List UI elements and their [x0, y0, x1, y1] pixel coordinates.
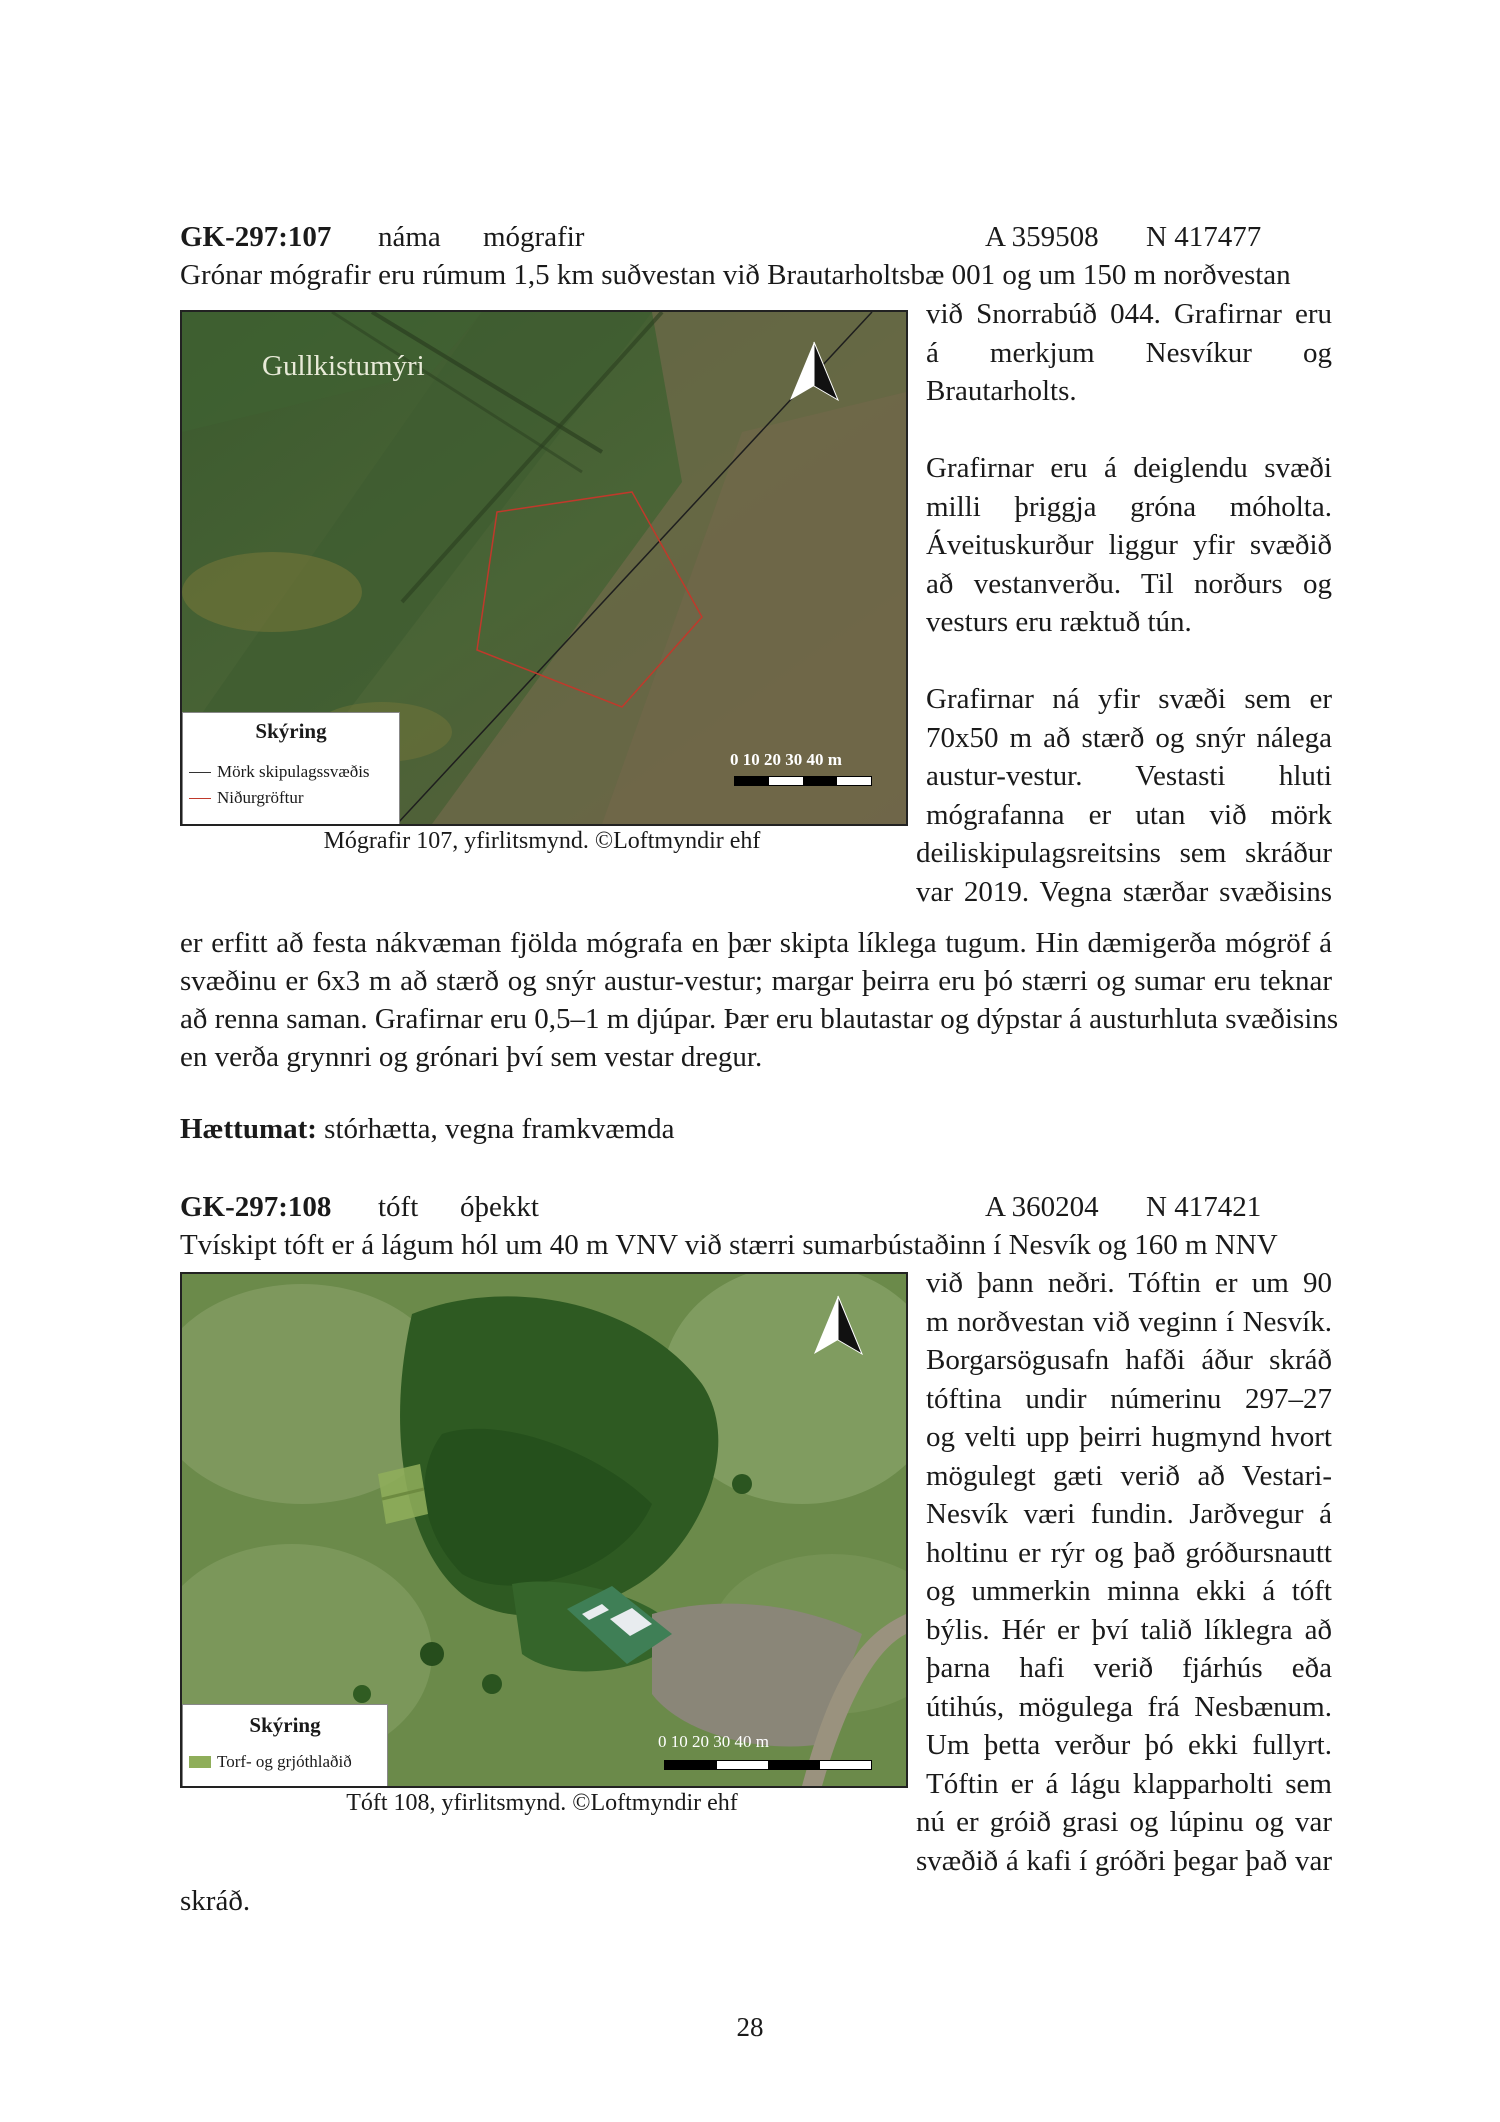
- coordinate-a: A 360204: [985, 1191, 1099, 1223]
- text-line: við Snorrabúð 044. Grafirnar eru: [926, 298, 1332, 330]
- entry-heading-107: [180, 218, 1332, 256]
- text-line: Áveituskurður liggur yfir svæðið: [926, 529, 1332, 561]
- aerial-map-108: [180, 1272, 908, 1788]
- text-line: [926, 411, 1332, 450]
- entry-last-line-108: skráð.: [180, 1885, 251, 1917]
- ruin-outline: [378, 1464, 428, 1524]
- text-line: svæðið á kafi í gróðri þegar það var: [916, 1844, 1332, 1877]
- entry-text-right-108: [916, 1264, 1332, 1880]
- ruin-swatch-icon: [189, 1756, 211, 1768]
- boundary-swatch-icon: [189, 772, 211, 773]
- text-line: tóftina undir númerinu 297–27: [926, 1382, 1332, 1415]
- entry-heading-108: [180, 1188, 1332, 1226]
- coordinate-n: N 417421: [1146, 1191, 1262, 1223]
- text-line: þarna hafi verið fjárhús eða: [926, 1652, 1332, 1684]
- map-legend: [182, 1704, 388, 1788]
- text-line: en verða grynnri og grónari því sem vestar dregur.: [180, 1041, 763, 1073]
- map-caption-108: Tóft 108, yfirlitsmynd. ©Loftmyndir ehf: [346, 1790, 738, 1816]
- entry-type: tóft: [378, 1191, 419, 1223]
- text-line: Brautarholts.: [926, 375, 1077, 407]
- scale-labels: 0 10 20 30 40 m: [658, 1732, 769, 1751]
- text-line: Tóftin er á lágu klapparholti sem: [926, 1767, 1332, 1800]
- text-line: býlis. Hér er því talið líklegra að: [926, 1613, 1332, 1646]
- text-line: svæðinu er 6x3 m að stærð og snýr austur-vestur; margar þeirra eru þó stærri og sumar eru teknar: [180, 965, 1332, 997]
- map-legend: [182, 712, 400, 826]
- excavation-swatch-icon: [189, 798, 211, 799]
- text-line: og ummerkin minna ekki á tóft: [926, 1575, 1332, 1607]
- text-line: milli þriggja gróna móholta.: [926, 490, 1332, 523]
- legend-title: Skýring: [255, 719, 327, 743]
- entry-subtype: mógrafir: [483, 221, 585, 253]
- text-line: og velti upp þeirri hugmynd hvort: [926, 1421, 1332, 1453]
- text-line: útihús, mögulega frá Nesbænum.: [926, 1690, 1332, 1723]
- page-number: 28: [736, 2012, 764, 2042]
- hazard-assessment: [180, 1110, 1332, 1148]
- text-line: við þann neðri. Tóftin er um 90: [926, 1267, 1332, 1299]
- text-line: á merkjum Nesvíkur og: [926, 336, 1332, 369]
- hazard-value: stórhætta, vegna framkvæmda: [316, 1113, 675, 1145]
- text-line: Nesvík væri fundin. Jarðvegur á: [926, 1498, 1332, 1530]
- aerial-map-107: [180, 310, 908, 826]
- text-line: mögulegt gæti verið að Vestari-: [926, 1459, 1332, 1492]
- map-caption-107: Mógrafir 107, yfirlitsmynd. ©Loftmyndir ehf: [323, 828, 761, 854]
- entry-intro: Grónar mógrafir eru rúmum 1,5 km suðvestan við Brautarholtsbæ 001 og um 150 m norðvestan: [180, 259, 1291, 291]
- text-line: m norðvestan við veginn í Nesvík.: [926, 1305, 1332, 1338]
- scale-bar: [658, 1732, 888, 1772]
- scale-bar: [730, 750, 890, 790]
- entry-id: GK-297:108: [180, 1191, 332, 1223]
- legend-title: Skýring: [249, 1713, 321, 1737]
- scale-labels: 0 10 20 30 40 m: [730, 750, 842, 769]
- entry-text-right-107: [916, 295, 1332, 911]
- hazard-label: Hættumat:: [180, 1113, 317, 1145]
- text-line: [926, 642, 1332, 681]
- text-line: 70x50 m að stærð og snýr nálega: [926, 721, 1332, 754]
- text-line: er erfitt að festa nákvæman fjölda mógrafa en þær skipta líklega tugum. Hin dæmigerða mógröf á: [180, 927, 1332, 959]
- coordinate-n: N 417477: [1146, 221, 1262, 253]
- legend-item-ruin: Torf- og grjóthlaðið: [189, 1752, 387, 1772]
- text-line: að vestanverðu. Til norðurs og: [926, 567, 1332, 600]
- coordinate-a: A 359508: [985, 221, 1099, 253]
- text-line: deiliskipulagsreitsins sem skráður: [916, 837, 1332, 869]
- text-line: Um þetta verður þó ekki fullyrt.: [926, 1729, 1332, 1761]
- entry-id: GK-297:107: [180, 221, 332, 253]
- text-line: nú er gróið grasi og lúpinu og var: [916, 1806, 1332, 1838]
- entry-intro: Tvískipt tóft er á lágum hól um 40 m VNV við stærri sumarbústaðinn í Nesvík og 160 m NNV: [180, 1229, 1278, 1261]
- text-line: holtinu er rýr og það gróðursnautt: [926, 1536, 1332, 1569]
- entry-type: náma: [378, 221, 441, 253]
- legend-item-excavation: Niðurgröftur: [189, 788, 399, 808]
- entry-subtype: óþekkt: [460, 1191, 539, 1223]
- text-line: Borgarsögusafn hafði áður skráð: [926, 1344, 1332, 1376]
- text-line: Grafirnar eru á deiglendu svæði: [926, 452, 1332, 484]
- place-label: Gullkistumýri: [262, 350, 425, 382]
- legend-item-boundary: Mörk skipulagssvæðis: [189, 762, 399, 782]
- text-line: austur-vestur. Vestasti hluti: [926, 760, 1332, 792]
- text-line: Grafirnar ná yfir svæði sem er: [926, 683, 1332, 715]
- text-line: að renna saman. Grafirnar eru 0,5–1 m djúpar. Þær eru blautastar og dýpstar á austurhluta svæðisins: [180, 1003, 1339, 1035]
- text-line: var 2019. Vegna stærðar svæðisins: [916, 875, 1332, 908]
- text-line: mógrafanna er utan við mörk: [926, 798, 1332, 831]
- text-line: vesturs eru ræktuð tún.: [926, 606, 1192, 638]
